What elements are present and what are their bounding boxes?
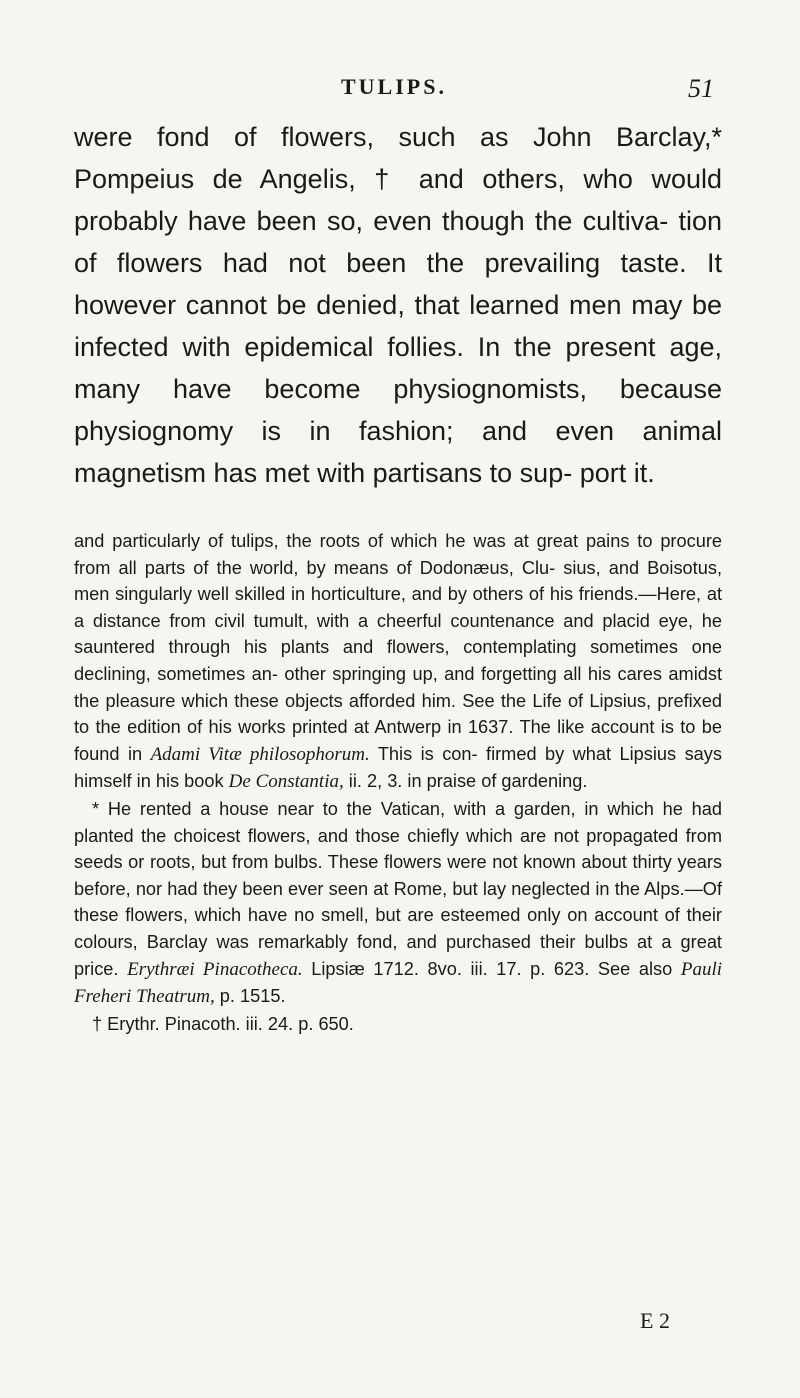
main-text (74, 116, 722, 494)
page-header (74, 74, 714, 110)
running-title: TULIPS. (341, 74, 447, 99)
footnote-italic-title: De Constantia, (228, 771, 344, 793)
footnote-text: * He rented a house near to the Vatican, with a garden, in which he had planted the choicest flowers, and those chiefly which are not propagated from seeds or roots, but from bulbs. These flowers were not known about thirty years before, nor had they been ever seen at Rome, but lay neglected in the Alps.—Of these flowers, which have no smell, but are esteemed only on account of their colours, Barclay was remarkably fond, and purchased their bulbs at a great price. (74, 798, 722, 979)
footnotes (74, 528, 722, 1037)
footnote-italic-title: Erythræi Pinacotheca. (127, 958, 303, 980)
footnote-erythr: † Erythr. Pinacoth. iii. 24. p. 650. (92, 1013, 354, 1034)
footnote-continued (74, 528, 722, 796)
footnote-italic-title: Pauli Freheri Theatrum, (74, 958, 723, 1008)
page-number: 51 (688, 74, 714, 103)
catchword: E 2 (640, 1308, 670, 1333)
footnote-text: ii. 2, 3. in praise of gardening. (343, 771, 588, 792)
footnote-text: This is con- firmed by what Lipsius says himself in his book (74, 743, 722, 792)
footnote-barclay (74, 796, 722, 1011)
main-paragraph: were fond of flowers, such as John Barclay,* Pompeius de Angelis, † and others, who would probably have been so, even though the cultiva- tion of flowers had not been the prevailing taste. It however cannot be denied, that learned men may be infected with epidemical follies. In the present age, many have become physiognomists, because physiognomy is in fashion; and even animal magnetism has met with partisans to sup- port it. (74, 122, 722, 488)
footnote-text: p. 1515. (214, 986, 286, 1007)
footnote-italic-title: Adami Vitæ philosophorum. (150, 743, 370, 765)
footnote-text: Lipsiæ 1712. 8vo. iii. 17. p. 623. See also (302, 958, 681, 979)
footnote-text: and particularly of tulips, the roots of which he was at great pains to procure from all parts of the world, by means of Dodonæus, Clu- sius, and Boisotus, men singularly well skilled in horticulture, and by others of his friends.—Here, at a distance from civil tumult, with a cheerful countenance and placid eye, he sauntered through his plants and flowers, contemplating sometimes one declining, sometimes an- other springing up, and forgetting all his cares amidst the pleasure which these objects afforded him. See the Life of Lipsius, prefixed to the edition of his works printed at Antwerp in 1637. The like account is to be found in (74, 531, 722, 764)
